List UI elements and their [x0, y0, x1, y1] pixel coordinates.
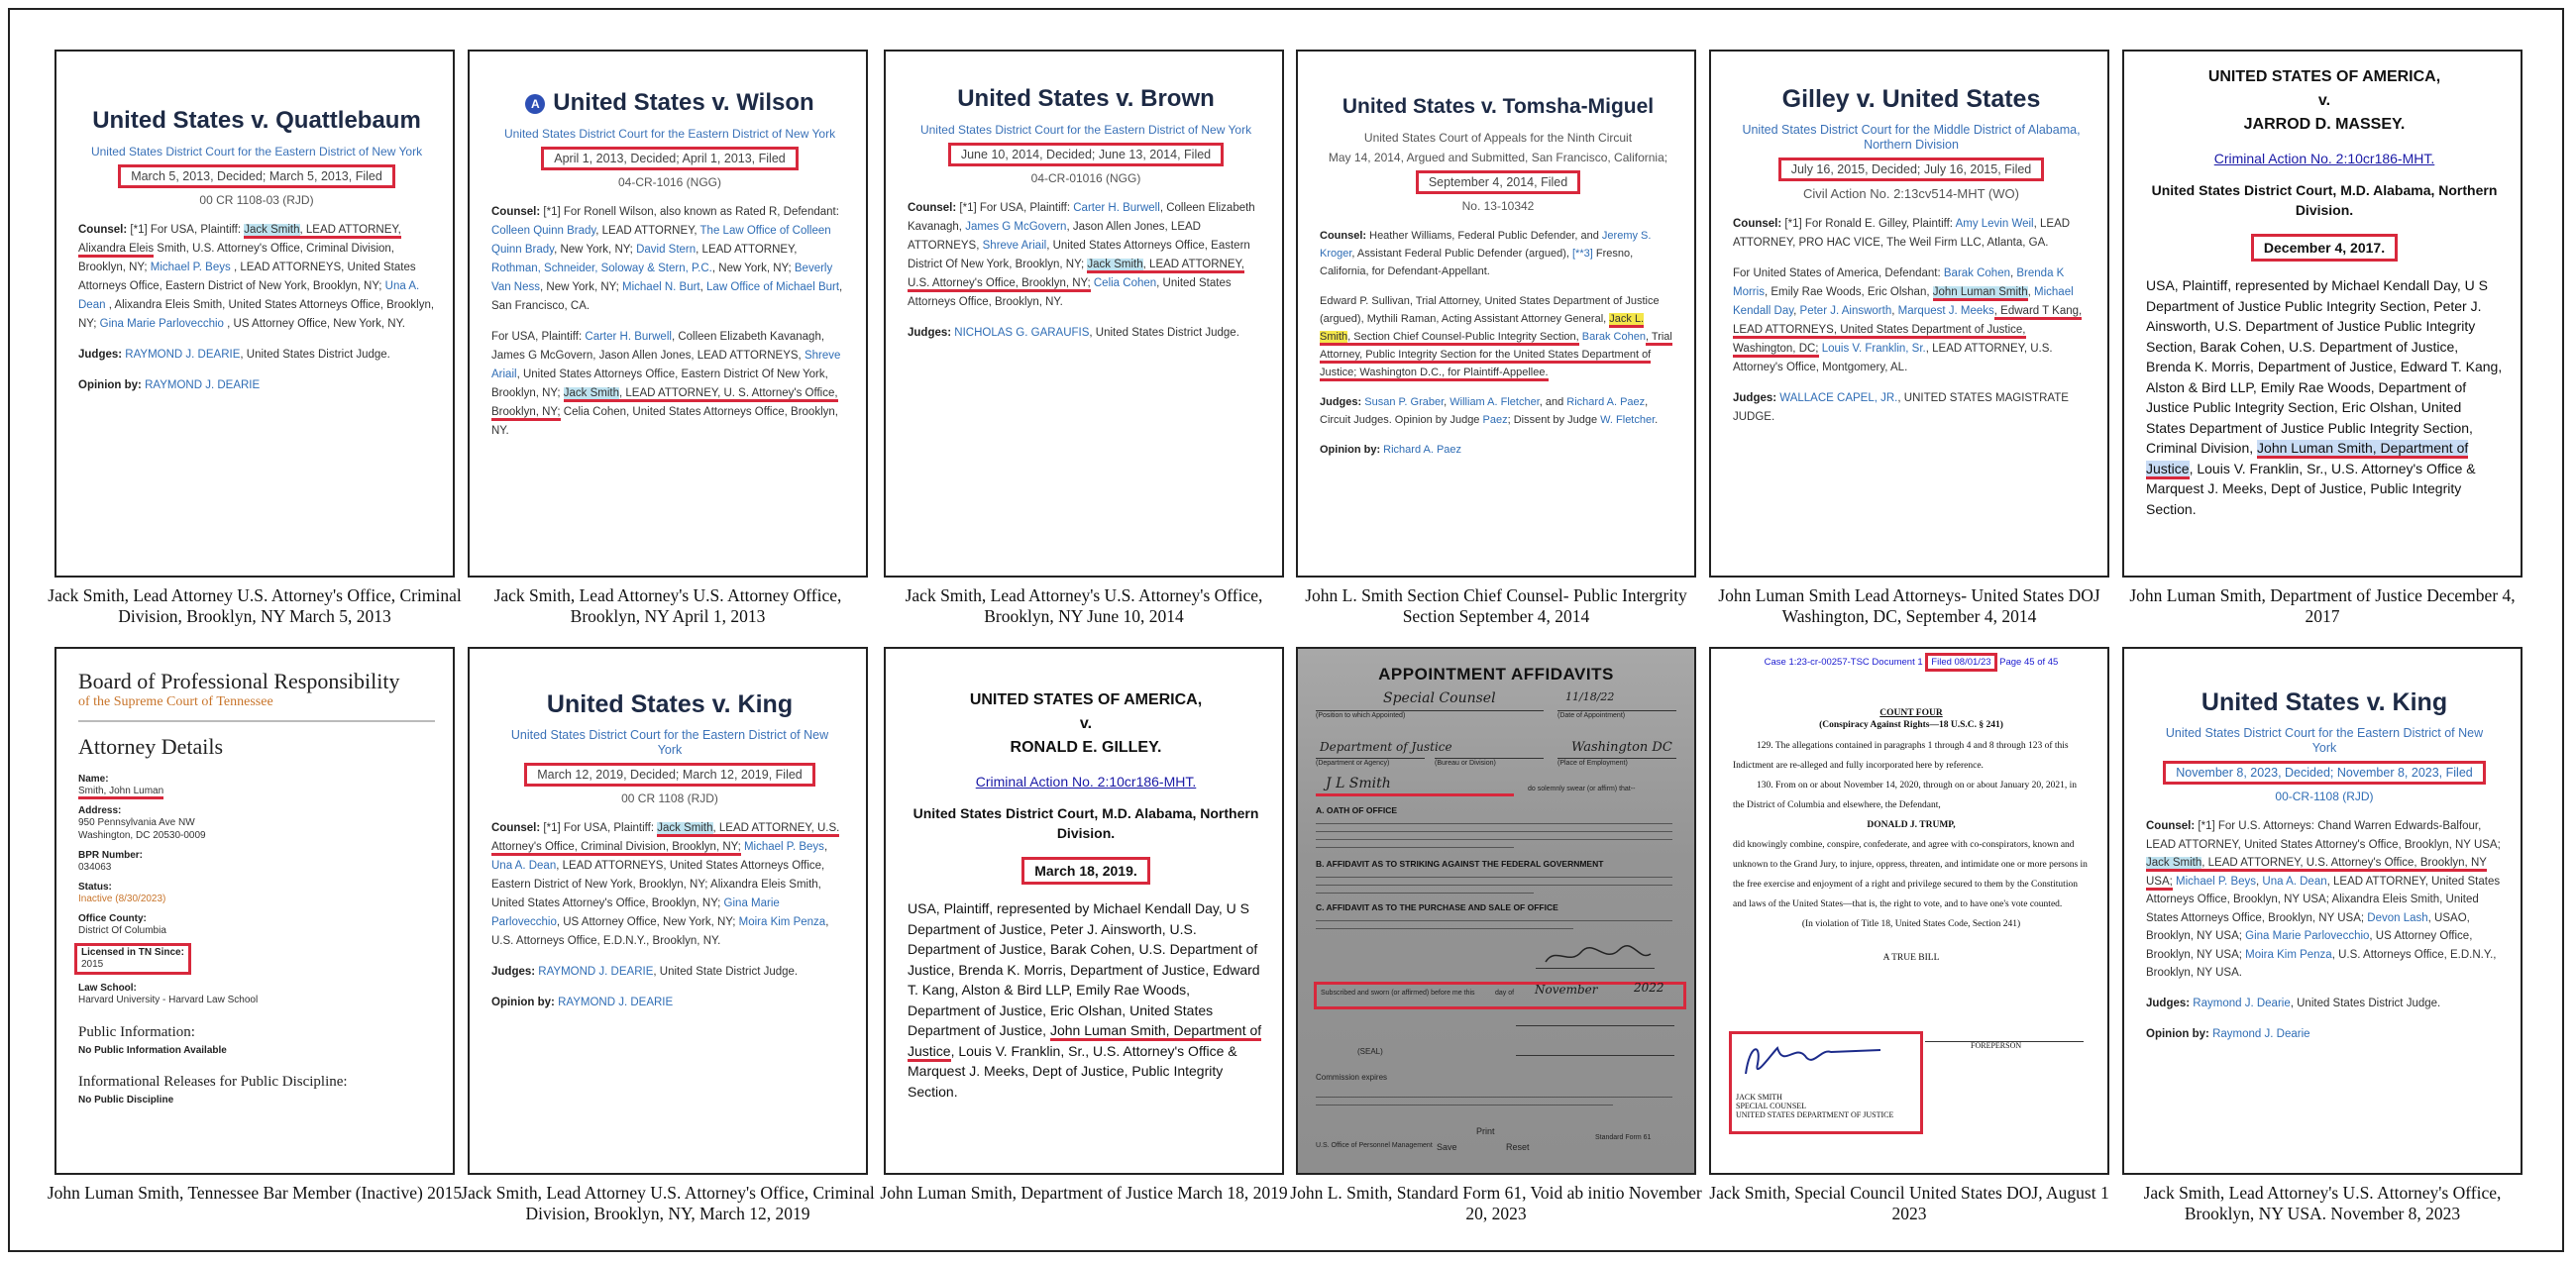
attorney-link[interactable]: Barak Cohen	[1943, 267, 2010, 279]
judge-link[interactable]: William A. Fletcher	[1449, 396, 1540, 408]
judge-link[interactable]: Richard A. Paez	[1566, 396, 1646, 408]
panel-caption: Jack Smith, Lead Attorney's U.S. Attorney Office, Brooklyn, NY April 1, 2013	[493, 585, 842, 626]
field-label: Address:	[78, 805, 122, 816]
defendant-name: DONALD J. TRUMP,	[1867, 820, 1956, 830]
judge-link[interactable]: WALLACE CAPEL, JR.	[1779, 392, 1898, 404]
case-title: A United States v. Wilson	[491, 89, 848, 117]
case-title: United States v. Brown	[957, 85, 1215, 112]
case-caption-line: UNITED STATES OF AMERICA,	[2207, 68, 2441, 85]
panel-caption: John Luman Smith, Department of Justice December 4, 2017	[2129, 585, 2516, 626]
reset-button[interactable]: Reset	[1506, 1142, 1530, 1152]
criminal-action-link[interactable]: Criminal Action No. 2:10cr186-MHT.	[975, 774, 1197, 790]
count-heading: COUNT FOUR	[1879, 708, 1943, 718]
highlighted-name: Jack L. Smith	[1320, 313, 1645, 343]
violation-line: (In violation of Title 18, United States Code, Section 241)	[1801, 919, 2021, 929]
decision-date-box: July 16, 2015, Decided; July 16, 2015, Filed	[1778, 158, 2045, 181]
judge-link[interactable]: Raymond J. Dearie	[2193, 997, 2291, 1009]
case-title: Gilley v. United States	[1781, 85, 2041, 113]
judges-line: Judges: WALLACE CAPEL, JR., UNITED STATES MAGISTRATE JUDGE.	[1733, 392, 2069, 423]
section-heading: A. OATH OF OFFICE	[1316, 805, 1398, 815]
signer-title: SPECIAL COUNSEL	[1736, 1102, 1807, 1110]
true-bill: A TRUE BILL	[1882, 953, 1940, 963]
form-line	[1516, 1055, 1674, 1056]
case-caption-line: RONALD E. GILLEY.	[1010, 739, 1162, 756]
field-caption: (Place of Employment)	[1557, 760, 1628, 767]
section-heading: C. AFFIDAVIT AS TO THE PURCHASE AND SALE OF OFFICE	[1316, 902, 1558, 912]
case-document	[2122, 50, 2522, 578]
section-heading: B. AFFIDAVIT AS TO STRIKING AGAINST THE FEDERAL GOVERNMENT	[1316, 859, 1604, 869]
case-caption-line: v.	[1079, 715, 1093, 732]
attorney-link[interactable]: Michael P. Beys	[2176, 875, 2257, 888]
bar-record	[54, 647, 455, 1175]
field-label: Office County:	[78, 913, 147, 924]
judge-link[interactable]: W. Fletcher	[1600, 414, 1656, 426]
page-ref-link[interactable]: [**3]	[1572, 248, 1593, 260]
paragraph-130: 130. From on or about November 14, 2020, through on or about January 20, 2021, in the District of Columbia and elsewhere, the Defendant,	[1733, 781, 2077, 810]
counsel-paragraph: Counsel: Heather Williams, Federal Public Defender, and Jeremy S. Kroger, Assistant Federal Public Defender (argued), [**3] Fresno, California, for Defendant-Appellant.	[1320, 230, 1652, 277]
attorney-link[interactable]: Una A. Dean	[491, 860, 557, 872]
decision-date-box: March 5, 2013, Decided; March 5, 2013, Filed	[118, 164, 395, 188]
decision-date-box: September 4, 2014, Filed	[1416, 170, 1580, 194]
attorney-link[interactable]: Carter H. Burwell	[585, 331, 672, 343]
highlighted-name: Jack Smith	[1087, 259, 1143, 270]
highlighted-name: Jack Smith	[244, 224, 300, 236]
discipline-heading: Informational Releases for Public Discipline:	[78, 1074, 348, 1090]
counsel-paragraph: Counsel: [*1] For U.S. Attorneys: Chand Warren Edwards-Balfour, LEAD ATTORNEY, United States Attorney's Office, Brooklyn, NY USA; Jack Smith, LEAD ATTORNEY, U.S. Attorney's Office, Brooklyn, NY USA; Michael P. Beys, Una A. Dean, LEAD ATTORNEY, United States Attorneys Office, Brooklyn, NY USA; Alixandra Eleis Smith, United States Attorneys Office, Brooklyn, NY USA; Devon Lash, USAO, Brooklyn, NY USA; Gina Marie Parlovecchio, US Attorney Office, Brooklyn, NY USA; Moira Kim Penza, U.S. Attorneys Office, E.D.N.Y., Brooklyn, NY USA.	[2146, 820, 2501, 979]
field-caption: (Bureau or Division)	[1435, 760, 1496, 767]
judge-link[interactable]: RAYMOND J. DEARIE	[538, 966, 654, 978]
case-title: United States v. King	[546, 690, 794, 718]
attorney-link[interactable]: Michael N. Burt	[622, 281, 700, 293]
counsel-paragraph: Counsel: [*1] For USA, Plaintiff: Jack Smith, LEAD ATTORNEY, U.S. Attorney's Office, Criminal Division, Brooklyn, NY; Michael P. Beys, Una A. Dean, LEAD ATTORNEYS, United States Attorneys Office, Eastern District of New York, Brooklyn, NY; Alixandra Eleis Smith, United States Attorney's Office, Brooklyn, NY; Gina Marie Parlovecchio, US Attorney Office, New York, NY; Moira Kim Penza, U.S. Attorneys Office, E.D.N.Y., Brooklyn, NY.	[491, 822, 840, 947]
court-name: United States District Court for the Middle District of Alabama, Northern Division	[1742, 123, 2081, 152]
attorney-link[interactable]: Shreve Ariail	[491, 350, 841, 380]
public-info-heading: Public Information:	[78, 1024, 195, 1040]
attorney-link[interactable]: Gina Marie Parlovecchio	[491, 897, 780, 928]
public-info-value: No Public Information Available	[78, 1045, 227, 1056]
attorney-link[interactable]: Amy Levin Weil	[1955, 218, 2034, 230]
judges-line: Judges: RAYMOND J. DEARIE, United States District Judge.	[78, 349, 390, 361]
attorney-link[interactable]: Michael Kendall Day	[1733, 286, 2074, 317]
attorney-link[interactable]: James G McGovern	[965, 221, 1067, 233]
panel-caption: John Luman Smith, Department of Justice March 18, 2019	[880, 1183, 1288, 1203]
attorney-link[interactable]: Celia Cohen	[1093, 277, 1157, 289]
form-footer: U.S. Office of Personnel Management	[1316, 1142, 1433, 1149]
indictment-page	[1709, 647, 2109, 1175]
field-label: Law School:	[78, 983, 137, 994]
text-line	[1316, 831, 1672, 832]
judge-link[interactable]: RAYMOND J. DEARIE	[145, 379, 261, 391]
text-line	[1316, 885, 1672, 886]
docket-number: 00 CR 1108-03 (RJD)	[199, 193, 314, 207]
highlighted-name: Jack Smith	[657, 822, 713, 834]
counsel-paragraph: USA, Plaintiff, represented by Michael Kendall Day, U S Department of Justice Public Integrity Section, Peter J. Ainsworth, U.S. Department of Justice Public Integrity Section, Barak Cohen, U.S. Department of Justice, Brenda K. Morris, Department of Justice, Edward T. Kang, Alston & Bird LLP, Emily Rae Woods, Department of Justice Public Integrity Section, Eric Olshan, United States Department of Justice Public Integrity Section, Criminal Division, John Luman Smith, Department of Justice, Louis V. Franklin, Sr., U.S. Attorney's Office & Marquest J. Meeks, Dept of Justice, Public Integrity Section.	[2146, 277, 2503, 517]
paragraph-129: 129. The allegations contained in paragraphs 1 through 4 and 8 through 123 of this Indictment are re-alleged and fully incorporated here by reference.	[1733, 741, 2069, 771]
firm-link[interactable]: The Law Office of Colleen Quinn Brady	[491, 225, 831, 256]
signature-mark	[1536, 944, 1655, 969]
attorney-link[interactable]: Gina Marie Parlovecchio	[99, 318, 224, 330]
attorney-link[interactable]: Gina Marie Parlovecchio	[2245, 930, 2370, 942]
attorney-link[interactable]: Shreve Ariail	[982, 240, 1047, 252]
docket-number: 04-CR-1016 (NGG)	[617, 175, 722, 189]
panel-caption: Jack Smith, Lead Attorney's U.S. Attorney's Office, Brooklyn, NY June 10, 2014	[905, 585, 1263, 626]
form-line	[1316, 758, 1425, 759]
opinion-line: Opinion by: Raymond J. Dearie	[2146, 1027, 2310, 1040]
case-document	[884, 50, 1284, 578]
board-subtitle: of the Supreme Court of Tennessee	[78, 694, 273, 709]
judge-link[interactable]: Paez	[1482, 414, 1508, 426]
attorney-link[interactable]: Colleen Quinn Brady	[491, 225, 596, 237]
usa-counsel-paragraph: For USA, Plaintiff: Carter H. Burwell, Colleen Elizabeth Kavanagh, James G McGovern, Jason Allen Jones, LEAD ATTORNEYS, Shreve Ariail, United States Attorneys Office, Eastern District Of New York, Brooklyn, NY; Jack Smith, LEAD ATTORNEY, U. S. Attorney's Office, Brooklyn, NY; Celia Cohen, United States Attorneys Office, Brooklyn, NY.	[491, 331, 841, 437]
government-counsel-paragraph: Edward P. Sullivan, Trial Attorney, United States Department of Justice (argued), Mythili Raman, Acting Assistant Attorney General, Jack L. Smith, Section Chief Counsel-Public Integrity Section, Barak Cohen, Trial Attorney, Public Integrity Section for the United States Department of Justice; Washington D.C., for Plaintiff-Appellee.	[1320, 292, 1676, 381]
form-line	[1316, 710, 1544, 711]
case-title: United States v. Quattlebaum	[92, 107, 421, 134]
court-name: United States District Court for the Eastern District of New York	[919, 123, 1252, 137]
text-line	[1316, 920, 1672, 921]
judge-link[interactable]: RAYMOND J. DEARIE	[558, 997, 674, 1008]
scan-background	[1298, 649, 1694, 1173]
docket-number: 04-CR-01016 (NGG)	[1030, 171, 1141, 185]
highlighted-name: John Luman Smith, Department of Justice	[2146, 440, 2468, 479]
signer-name: JACK SMITH	[1736, 1093, 1782, 1102]
case-document	[468, 50, 868, 578]
judge-link[interactable]: RAYMOND J. DEARIE	[125, 349, 241, 361]
docket-number: No. 13-10342	[1461, 199, 1535, 213]
divider	[78, 720, 435, 722]
case-document	[54, 50, 455, 578]
case-title: United States v. King	[2200, 688, 2448, 716]
docket-number: 00 CR 1108 (RJD)	[621, 791, 718, 805]
decision-date-box: March 12, 2019, Decided; March 12, 2019, Filed	[524, 763, 815, 787]
case-caption-line: JARROD D. MASSEY.	[2243, 116, 2406, 133]
court-name: United States Court of Appeals for the Ninth Circuit	[1363, 131, 1633, 145]
criminal-action-link[interactable]: Criminal Action No. 2:10cr186-MHT.	[2213, 151, 2435, 166]
panel-caption: John Luman Smith, Tennessee Bar Member (Inactive) 2015	[47, 1183, 463, 1203]
judges-line: Judges: NICHOLAS G. GARAUFIS, United States District Judge.	[908, 327, 1239, 339]
panel-caption: Jack Smith, Lead Attorney's U.S. Attorney's Office, Brooklyn, NY USA. November 8, 2023	[2143, 1183, 2502, 1223]
signature-box	[1729, 1031, 1923, 1134]
oath-text: do solemnly swear (or affirm) that--	[1528, 786, 1636, 792]
counsel-paragraph: Counsel: [*1] For Ronald E. Gilley, Plaintiff: Amy Levin Weil, LEAD ATTORNEY, PRO HAC VICE, The Weil Firm LLC, Atlanta, GA.	[1733, 218, 2071, 249]
attorney-link[interactable]: Michael P. Beys	[150, 262, 231, 273]
panel-caption: Jack Smith, Lead Attorney U.S. Attorney's Office, Criminal Division, Brooklyn, NY March 5, 2013	[48, 585, 462, 626]
seal-label: (SEAL)	[1357, 1047, 1383, 1056]
decision-date-box: December 4, 2017.	[2146, 234, 2503, 262]
attorney-link[interactable]: Moira Kim Penza	[2245, 948, 2332, 961]
attorney-link[interactable]: Michael P. Beys	[743, 841, 824, 853]
pdf-header: Case 1:23-cr-00257-TSC Document 1 Filed 08/01/23 Page 45 of 45	[1733, 657, 2090, 668]
case-document	[884, 647, 1284, 1175]
counsel-paragraph: Counsel: [*1] For USA, Plaintiff: Carter H. Burwell, Colleen Elizabeth Kavanagh, James G McGovern, Jason Allen Jones, LEAD ATTORNEYS, Shreve Ariail, United States Attorneys Office, Eastern District Of New York, Brooklyn, NY; Jack Smith, LEAD ATTORNEY, U.S. Attorney's Office, Brooklyn, NY; Celia Cohen, United States Attorneys Office, Brooklyn, NY.	[908, 202, 1255, 308]
panel-caption: John L. Smith Section Chief Counsel- Public Intergrity Section September 4, 2014	[1305, 585, 1687, 626]
judges-line: Judges: Susan P. Graber, William A. Fletcher, and Richard A. Paez, Circuit Judges. Opinion by Judge Paez; Dissent by Judge W. Fletcher.	[1320, 396, 1659, 426]
text-line	[1316, 1105, 1613, 1106]
field-label: Status:	[78, 882, 112, 893]
form-line	[1435, 758, 1544, 759]
highlighted-name: John Luman Smith, Department of Justice	[908, 1022, 1261, 1062]
counsel-paragraph: Counsel: [*1] For Ronell Wilson, also known as Rated R, Defendant: Colleen Quinn Brady, LEAD ATTORNEY, The Law Office of Colleen Quinn Brady, New York, NY; David Stern, LEAD ATTORNEY, Rothman, Schneider, Soloway & Stern, P.C., New York, NY; Beverly Van Ness, New York, NY; Michael N. Burt, Law Office of Michael Burt, San Francisco, CA.	[491, 206, 843, 312]
attorney-link[interactable]: Una A. Dean	[78, 280, 420, 311]
form-footer: Standard Form 61	[1595, 1134, 1652, 1141]
address-value: 950 Pennsylvania Ave NW Washington, DC 20530-0009	[78, 817, 206, 841]
case-caption-line: v.	[2317, 92, 2331, 109]
text-line	[1316, 877, 1672, 878]
court-name: United States District Court, M.D. Alabama, Northern Division.	[912, 805, 1259, 841]
attorney-link[interactable]: Jeremy S. Kroger	[1320, 230, 1652, 260]
field-label: Name:	[78, 774, 109, 785]
handwritten-place: Washington DC	[1571, 740, 1672, 755]
save-button[interactable]: Save	[1437, 1142, 1457, 1152]
handwritten-date: 11/18/22	[1565, 690, 1615, 703]
judges-line: Judges: Raymond J. Dearie, United States District Judge.	[2146, 997, 2441, 1009]
panel-caption: Jack Smith, Special Council United States DOJ, August 1 2023	[1709, 1183, 2109, 1223]
field-caption: (Position to which Appointed)	[1316, 712, 1406, 719]
attorney-link[interactable]: Devon Lash	[2367, 911, 2428, 924]
licensed-since-box: Licensed in TN Since: 2015	[74, 943, 191, 975]
court-name: United States District Court for the Eastern District of New York	[2165, 726, 2484, 755]
court-name: United States District Court for the Eastern District of New York	[90, 145, 423, 158]
bpr-number-value: 034063	[78, 862, 112, 873]
case-document	[2122, 647, 2522, 1175]
subscribed-box: Subscribed and sworn (or affirmed) before me this day of November 2022	[1314, 982, 1686, 1009]
paragraph-body: did knowingly combine, conspire, confederate, and agree with co-conspirators, known and unknown to the Grand Jury, to injure, oppress, threaten, and intimidate one or more persons in the free exercise and enjoyment of a right and privilege secured to them by the Constitution and laws of the United States—that is, the right to vote, and to have one's vote counted.	[1733, 840, 2088, 909]
case-caption-line: UNITED STATES OF AMERICA,	[969, 691, 1203, 708]
text-line	[1316, 928, 1573, 929]
field-label: BPR Number:	[78, 850, 144, 861]
handwritten-name: J L Smith	[1326, 776, 1391, 791]
name-value: Smith, John Luman	[78, 785, 435, 797]
opinion-line: Opinion by: Richard A. Paez	[1320, 444, 1462, 456]
text-line	[1316, 823, 1672, 824]
form-title: APPOINTMENT AFFIDAVITS	[1378, 665, 1614, 684]
field-caption: (Date of Appointment)	[1557, 712, 1626, 719]
attorney-link[interactable]: Louis V. Franklin, Sr.	[1821, 343, 1926, 355]
counsel-paragraph: Counsel: [*1] For USA, Plaintiff: Jack Smith, LEAD ATTORNEY, Alixandra Eleis Smith, U.S. Attorney's Office, Criminal Division, Brooklyn, NY; Michael P. Beys , LEAD ATTORNEYS, United States Attorneys Office, Eastern District of New York, Brooklyn, NY; Una A. Dean , Alixandra Eleis Smith, United States Attorneys Office, Brooklyn, NY; Gina Marie Parlovecchio , US Attorney Office, New York, NY.	[78, 224, 435, 330]
attorney-link[interactable]: Peter J. Ainsworth	[1799, 305, 1892, 317]
case-document	[1709, 50, 2109, 578]
firm-link[interactable]: Rothman, Schneider, Soloway & Stern, P.C.	[491, 263, 712, 274]
handwritten-department: Department of Justice	[1320, 740, 1452, 754]
filed-date-box: Filed 08/01/23	[1925, 653, 1996, 672]
decision-date-box: November 8, 2023, Decided; November 8, 2023, Filed	[2163, 761, 2485, 785]
status-value: Inactive (8/30/2023)	[78, 894, 166, 904]
attorney-link[interactable]: Marquest J. Meeks	[1897, 305, 1994, 317]
office-county-value: District Of Columbia	[78, 925, 166, 936]
case-document	[468, 647, 868, 1175]
court-name: United States District Court for the Eastern District of New York	[503, 127, 836, 141]
case-badge-icon: A	[525, 94, 545, 114]
text-line	[1316, 893, 1534, 894]
defendant-counsel-paragraph: For United States of America, Defendant: Barak Cohen, Brenda K Morris, Emily Rae Woods, Eric Olshan, John Luman Smith, Michael Kendall Day, Peter J. Ainsworth, Marquest J. Meeks, Edward T Kang, LEAD ATTORNEYS, United States Department of Justice, Washington, DC; Louis V. Franklin, Sr., LEAD ATTORNEY, U.S. Attorney's Office, Montgomery, AL.	[1733, 267, 2083, 373]
law-school-value: Harvard University - Harvard Law School	[78, 995, 259, 1005]
court-name: United States District Court, M.D. Alabama, Northern Division.	[2151, 182, 2498, 218]
firm-link[interactable]: Law Office of Michael Burt	[706, 281, 840, 293]
panel-caption: John L. Smith, Standard Form 61, Void ab initio November 20, 2023	[1290, 1183, 1702, 1223]
text-line	[1316, 847, 1514, 848]
argued-line: May 14, 2014, Argued and Submitted, San Francisco, California;	[1328, 151, 1668, 164]
handwritten-position: Special Counsel	[1383, 690, 1496, 706]
text-line	[1316, 839, 1672, 840]
attorney-link[interactable]: Barak Cohen	[1581, 331, 1646, 343]
judge-link[interactable]: Raymond J. Dearie	[2212, 1027, 2310, 1040]
judge-link[interactable]: Richard A. Paez	[1383, 444, 1462, 456]
counsel-paragraph: USA, Plaintiff, represented by Michael Kendall Day, U S Department of Justice, Peter J. Ainsworth, U.S. Department of Justice, Barak Cohen, U.S. Department of Justice, Brenda K. Morris, Department of Justice, Edward T. Kang, Alston & Bird LLP, Emily Rae Woods, Department of Justice, Eric Olshan, United States Department of Justice, John Luman Smith, Department of Justice, Louis V. Franklin, Sr., U.S. Attorney's Office & Marquest J. Meeks, Dept of Justice, Public Integrity Section.	[908, 900, 1262, 1100]
form-line	[1557, 710, 1676, 711]
board-title: Board of Professional Responsibility	[78, 669, 400, 693]
attorney-link[interactable]: David Stern	[636, 244, 697, 256]
judges-line: Judges: RAYMOND J. DEARIE, United State District Judge.	[491, 966, 799, 978]
case-title: United States v. Tomsha-Miguel	[1342, 95, 1655, 118]
decision-date-box: March 18, 2019.	[908, 857, 1264, 885]
scanned-form	[1296, 647, 1696, 1175]
panel-caption: John Luman Smith Lead Attorneys- United States DOJ Washington, DC, September 4, 2014	[1718, 585, 2100, 626]
court-name: United States District Court for the Eastern District of New York	[510, 728, 829, 757]
discipline-value: No Public Discipline	[78, 1095, 174, 1106]
form-line	[1516, 1025, 1674, 1026]
attorney-link[interactable]: Moira Kim Penza	[738, 916, 826, 928]
judge-link[interactable]: NICHOLAS G. GARAUFIS	[954, 327, 1090, 339]
red-underline	[1316, 793, 1514, 796]
signature-icon	[1732, 1034, 1914, 1088]
opinion-line: Opinion by: RAYMOND J. DEARIE	[78, 379, 261, 391]
panel-caption: Jack Smith, Lead Attorney U.S. Attorney's Office, Criminal Division, Brooklyn, NY, March 12, 2019	[461, 1183, 875, 1223]
opinion-line: Opinion by: RAYMOND J. DEARIE	[491, 997, 674, 1008]
highlighted-name: Jack Smith	[2146, 857, 2202, 869]
attorney-link[interactable]: Brenda K Morris	[1733, 267, 2065, 298]
form-line	[1557, 758, 1676, 759]
highlighted-name: John Luman Smith	[1932, 286, 2028, 298]
field-caption: (Department or Agency)	[1316, 760, 1390, 767]
case-document	[1296, 50, 1696, 578]
foreperson-label: FOREPERSON	[1971, 1041, 2022, 1050]
docket-number: 00-CR-1108 (RJD)	[2275, 790, 2374, 803]
text-line	[1316, 1097, 1672, 1098]
highlighted-name: Jack Smith	[563, 387, 620, 399]
attorney-link[interactable]: Carter H. Burwell	[1073, 202, 1160, 214]
signer-agency: UNITED STATES DEPARTMENT OF JUSTICE	[1736, 1110, 1894, 1119]
judge-link[interactable]: Susan P. Graber	[1364, 396, 1445, 408]
attorney-details-heading: Attorney Details	[78, 734, 224, 759]
print-button[interactable]: Print	[1476, 1126, 1495, 1136]
attorney-link[interactable]: Beverly Van Ness	[491, 263, 833, 293]
decision-date-box: June 10, 2014, Decided; June 13, 2014, Filed	[948, 143, 1224, 166]
docket-number: Civil Action No. 2:13cv514-MHT (WO)	[1803, 186, 2019, 201]
count-subheading: (Conspiracy Against Rights—18 U.S.C. § 241)	[1819, 720, 2003, 730]
attorney-link[interactable]: Una A. Dean	[2262, 875, 2327, 888]
commission-label: Commission expires	[1316, 1073, 1388, 1082]
decision-date-box: April 1, 2013, Decided; April 1, 2013, Filed	[541, 147, 798, 170]
